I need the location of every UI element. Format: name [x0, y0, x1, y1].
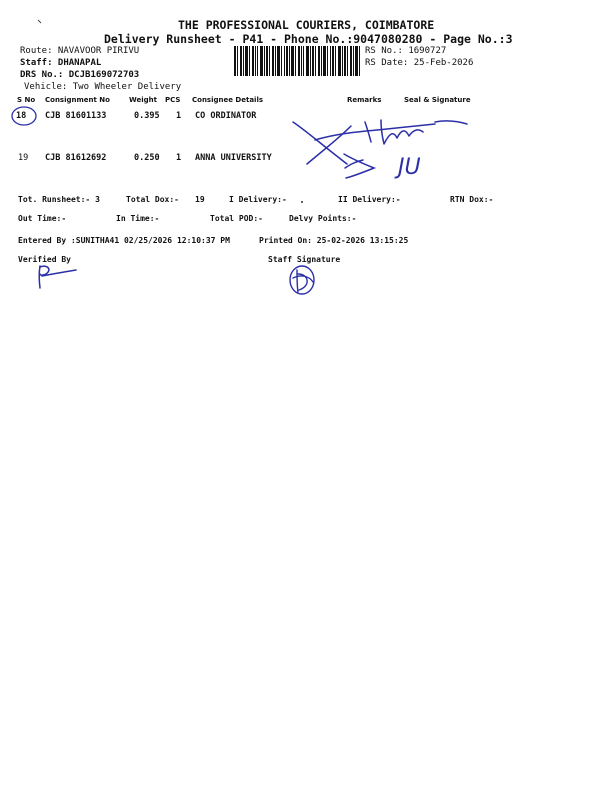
barcode-image: [234, 46, 360, 76]
rs-number: RS No.: 1690727: [365, 46, 447, 56]
drs-number: DRS No.: DCJB169072703: [20, 70, 140, 80]
runsheet-subtitle: Delivery Runsheet - P41 - Phone No.:9047080280 - Page No.:3: [104, 32, 513, 46]
row-consignee: CO ORDINATOR: [195, 111, 257, 121]
col-header-pcs: PCS: [165, 96, 181, 104]
col-header-consignment: Consignment No: [45, 96, 110, 104]
summary-tot-runsheet: Tot. Runsheet:- 3: [18, 195, 100, 204]
summary-i-delivery: I Delivery:-: [229, 195, 287, 204]
summary-ii-delivery: II Delivery:-: [338, 195, 401, 204]
printed-on-text: Printed On: 25-02-2026 13:15:25: [259, 236, 409, 245]
col-header-sno: S No: [17, 96, 36, 104]
verified-signature: [30, 262, 90, 292]
summary-total-pod: Total POD:-: [210, 214, 263, 223]
summary-total-dox-label: Total Dox:-: [126, 195, 179, 204]
rs-date: RS Date: 25-Feb-2026: [365, 58, 474, 68]
verified-by-label: Verified By: [18, 255, 71, 264]
row-consignment: CJB 81612692: [45, 153, 107, 163]
stray-dot: [300, 200, 304, 204]
entered-by-text: Entered By :SUNITHA41 02/25/2026 12:10:37 PM: [18, 236, 230, 245]
company-title: THE PROFESSIONAL COURIERS, COIMBATORE: [178, 18, 435, 32]
stray-mark: [36, 18, 44, 26]
row-pcs: 1: [176, 111, 182, 121]
handwritten-note: JU: [398, 155, 421, 180]
row-weight: 0.250: [134, 153, 160, 163]
col-header-weight: Weight: [129, 96, 157, 104]
row-weight: 0.395: [134, 111, 160, 121]
col-header-consignee: Consignee Details: [192, 96, 264, 104]
summary-in-time: In Time:-: [116, 214, 160, 223]
row-pcs: 1: [176, 153, 182, 163]
summary-out-time: Out Time:-: [18, 214, 67, 223]
route-text: Route: NAVAVOOR PIRIVU: [20, 46, 140, 56]
staff-signature-mark: [285, 260, 325, 300]
staff-text: Staff: DHANAPAL: [20, 58, 102, 68]
staff-signature-label: Staff Signature: [268, 255, 341, 264]
col-header-remarks: Remarks: [347, 96, 382, 104]
row-consignment: CJB 81601133: [45, 111, 107, 121]
col-header-seal: Seal & Signature: [404, 96, 471, 104]
handwritten-arrow-mark: [340, 150, 390, 180]
summary-total-dox-value: 19: [195, 195, 205, 204]
row-consignee: ANNA UNIVERSITY: [195, 153, 272, 163]
handwritten-circle-mark: [10, 104, 42, 128]
row-sno: 18: [16, 111, 27, 121]
summary-rtn-dox: RTN Dox:-: [450, 195, 494, 204]
row-sno: 19: [18, 153, 29, 163]
vehicle-text: Vehicle: Two Wheeler Delivery: [24, 82, 182, 92]
summary-delvy-points: Delvy Points:-: [289, 214, 357, 223]
